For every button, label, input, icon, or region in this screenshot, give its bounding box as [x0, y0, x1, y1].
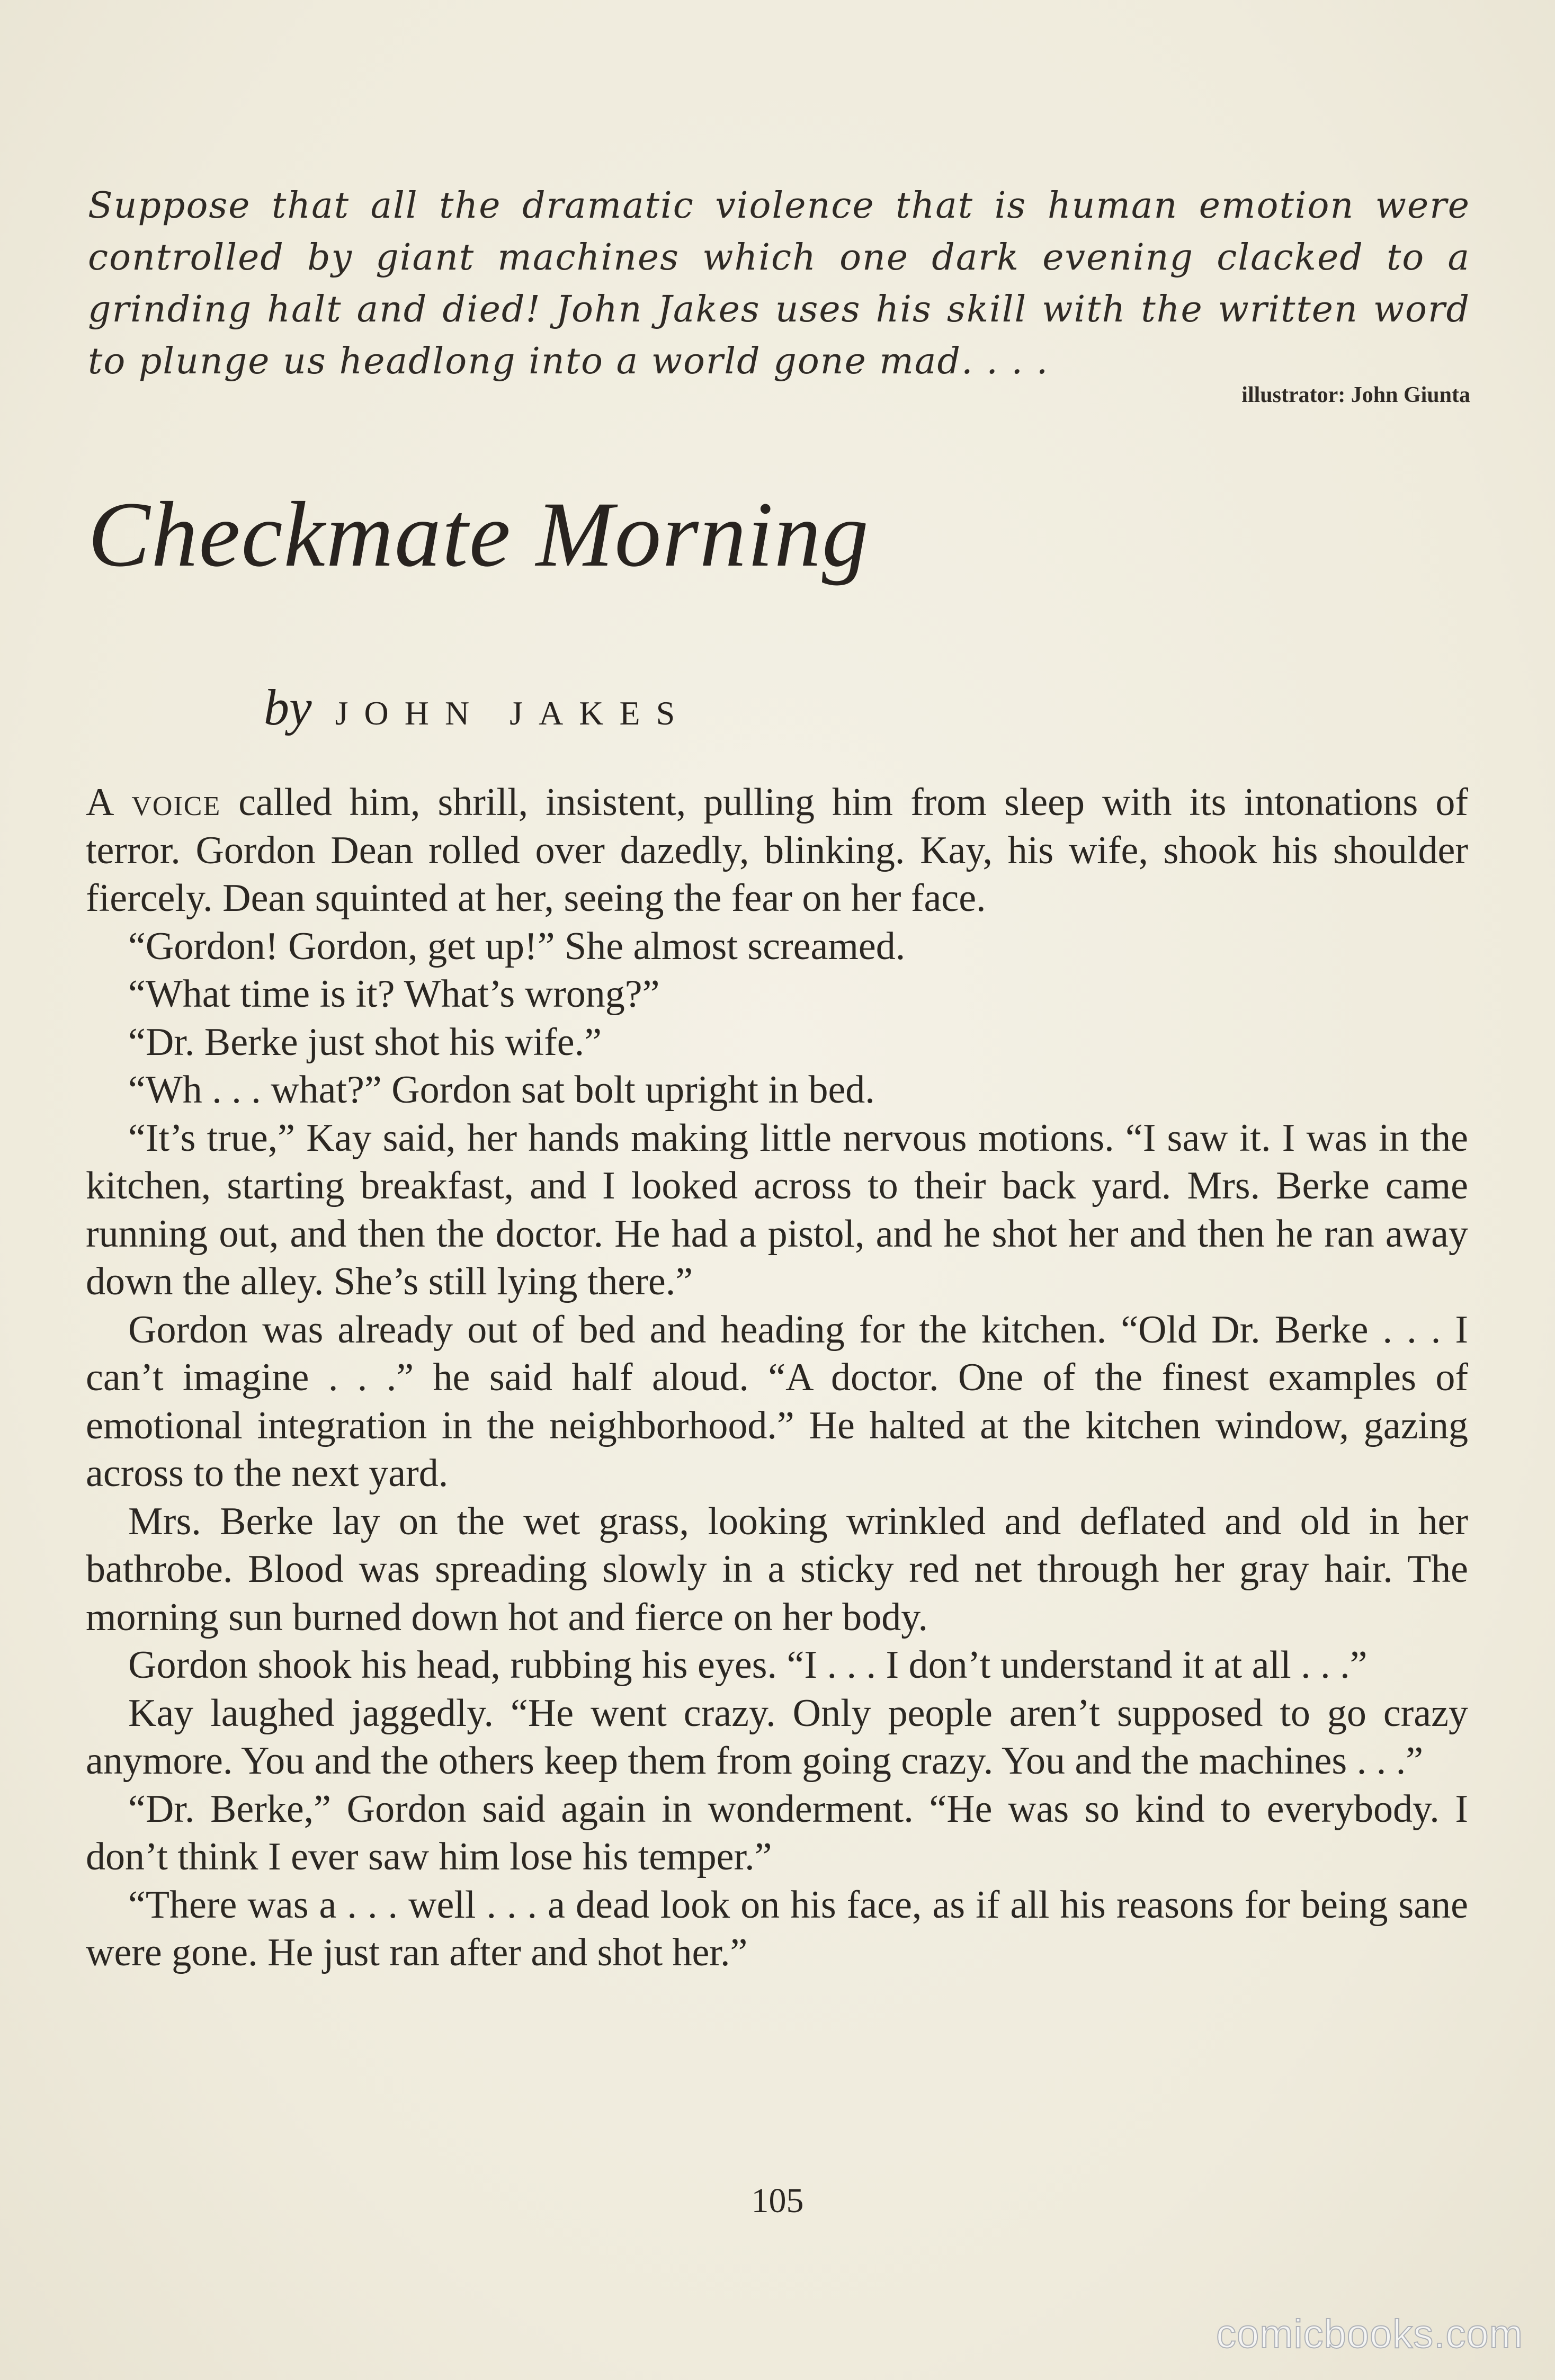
story-title: Checkmate Morning	[88, 483, 870, 586]
byline	[264, 678, 691, 737]
paragraph: “Dr. Berke just shot his wife.”	[128, 1020, 602, 1064]
author-name: JOHN JAKES	[335, 694, 691, 732]
paragraph: “Wh . . . what?” Gordon sat bolt upright in bed.	[128, 1068, 875, 1112]
paragraph: “Dr. Berke,” Gordon said again in wonderment. “He was so kind to everybody. I don’t think I ever saw him lose his temper.”	[86, 1787, 1468, 1878]
opening-paragraph	[86, 779, 1468, 923]
story-introduction-blurb: Suppose that all the dramatic violence that is human emotion were controlled by giant machines which one dark evening clacked to a grinding halt and died! John Jakes uses his skill with the written word to plunge us headlong into a world gone mad. . . .	[88, 185, 1470, 382]
paragraph: Gordon was already out of bed and heading for the kitchen. “Old Dr. Berke . . . I can’t imagine . . .” he said half aloud. “A doctor. One of the finest examples of emotional integration in the neighborhood.” He halted at the kitchen window, gazing across to the next yard.	[86, 1308, 1468, 1495]
byline-by: by	[264, 679, 312, 736]
story-body	[86, 779, 1468, 1977]
page-number: 105	[751, 2181, 804, 2220]
site-watermark: comicbooks.com	[1216, 2312, 1523, 2357]
paragraph: Mrs. Berke lay on the wet grass, looking wrinkled and deflated and old in her bathrobe. Blood was spreading slowly in a sticky red net through her gray hair. The morning sun burned down hot and fierce on her body.	[86, 1499, 1468, 1639]
paragraph: “Gordon! Gordon, get up!” She almost screamed.	[128, 924, 906, 968]
paragraph: Kay laughed jaggedly. “He went crazy. Only people aren’t supposed to go crazy anymore. You and the others keep them from going crazy. You and the machines . . .”	[86, 1691, 1468, 1783]
paragraph: “It’s true,” Kay said, her hands making little nervous motions. “I saw it. I was in the kitchen, starting breakfast, and I looked across to their back yard. Mrs. Berke came running out, and then the doctor. He had a pistol, and he shot her and then he ran away down the alley. She’s still lying there.”	[86, 1116, 1468, 1303]
opening-paragraph-text: called him, shrill, insistent, pulling him from sleep with its intonations of terror. Gordon Dean rolled over dazedly, blinking. Kay, his wife, shook his shoulder fiercely. Dean squinted at her, seeing the fear on her face.	[86, 781, 1468, 920]
illustrator-credit: illustrator: John Giunta	[1241, 383, 1470, 407]
paragraph: “What time is it? What’s wrong?”	[128, 972, 660, 1016]
opening-smallcaps: A voice	[86, 781, 221, 824]
paragraph: “There was a . . . well . . . a dead look on his face, as if all his reasons for being sane were gone. He just ran after and shot her.”	[86, 1883, 1468, 1974]
paragraph: Gordon shook his head, rubbing his eyes. “I . . . I don’t understand it at all . . .”	[128, 1643, 1368, 1687]
